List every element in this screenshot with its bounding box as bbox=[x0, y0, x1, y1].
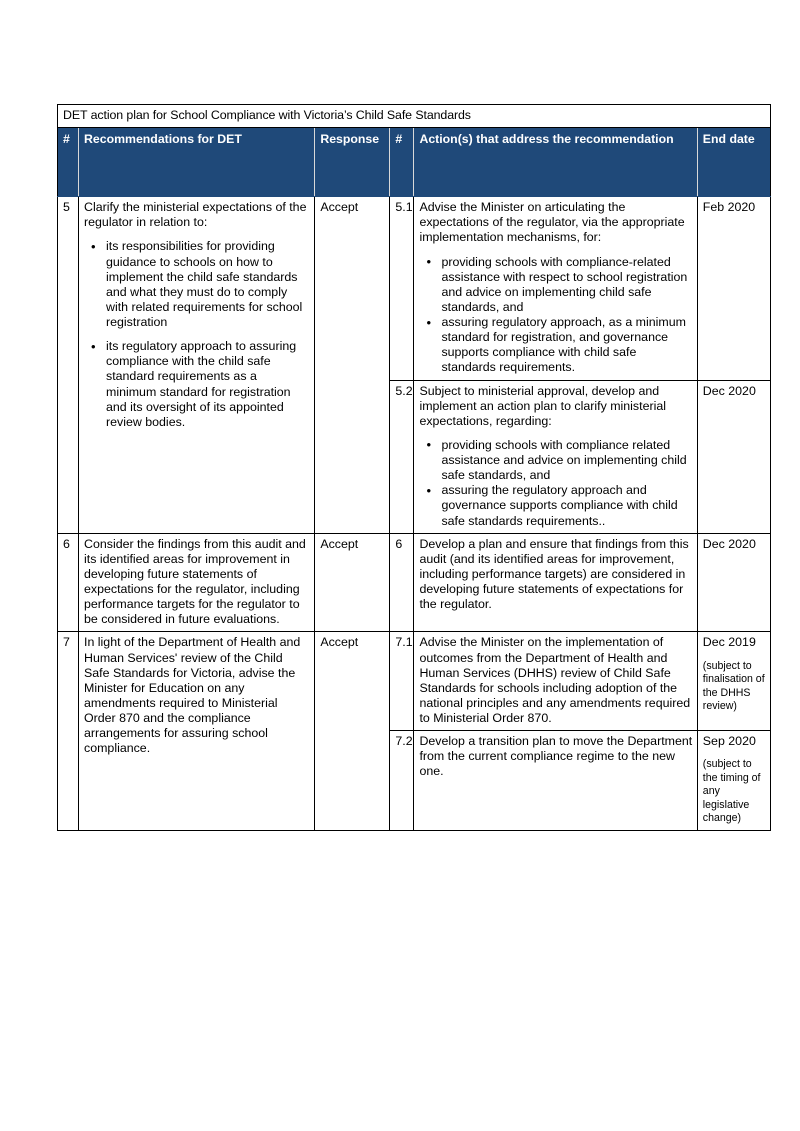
response-cell: Accept bbox=[315, 533, 390, 632]
cell-bullet-list bbox=[419, 255, 692, 376]
table-row bbox=[58, 197, 771, 380]
end-date-note: (subject to the timing of any legislative change) bbox=[702, 758, 761, 825]
cell-paragraph: Advise the Minister on the implementation of outcomes from the Department of Health and Human Services (DHHS) review of Child Safe Standards for schools including adoption of the national principles and any amendments required to Ministerial Order 870. bbox=[419, 635, 691, 725]
action-number: 7.1 bbox=[390, 632, 414, 731]
action-cell bbox=[414, 632, 697, 731]
column-header-action: Action(s) that address the recommendation bbox=[414, 128, 697, 197]
table-header-row bbox=[58, 128, 771, 197]
end-date-cell bbox=[697, 197, 770, 380]
action-number: 6 bbox=[390, 533, 414, 632]
recommendation-number: 7 bbox=[58, 632, 79, 831]
cell-paragraph: Advise the Minister on articulating the expectations of the regulator, via the appropriate implementation mechanisms, for: bbox=[419, 200, 685, 245]
cell-paragraph: Subject to ministerial approval, develop and implement an action plan to clarify ministerial expectations, regarding: bbox=[419, 383, 666, 428]
column-header-recommendation: Recommendations for DET bbox=[79, 128, 315, 197]
recommendation-cell bbox=[79, 632, 315, 831]
cell-bullet-list bbox=[419, 438, 692, 529]
bullet-item: • assuring regulatory approach, as a minimum standard for registration, and governance supports compliance with child safe standards requirements. bbox=[441, 315, 692, 376]
action-number: 5.1 bbox=[390, 197, 414, 380]
recommendation-cell bbox=[79, 197, 315, 534]
table-row bbox=[58, 533, 771, 632]
recommendation-number: 6 bbox=[58, 533, 79, 632]
action-cell bbox=[414, 533, 697, 632]
cell-paragraph: Clarify the ministerial expectations of the regulator in relation to: bbox=[84, 200, 307, 230]
end-date-cell bbox=[697, 380, 770, 533]
recommendation-number: 5 bbox=[58, 197, 79, 534]
end-date-value: Dec 2020 bbox=[702, 536, 756, 551]
table-title-row bbox=[58, 105, 771, 128]
end-date-cell bbox=[697, 533, 770, 632]
cell-paragraph: Develop a plan and ensure that findings from this audit (and its identified areas for improvement, including performance targets) are considered in developing future statements of expectations for the regulator. bbox=[419, 536, 689, 612]
cell-bullet-list bbox=[84, 239, 310, 430]
cell-paragraph: Consider the findings from this audit and its identified areas for improvement in developing future statements of expectations for the regulator, including performance targets for the regulator to be considered in future evaluations. bbox=[84, 536, 306, 627]
end-date-cell bbox=[697, 731, 770, 831]
column-header-num: # bbox=[58, 128, 79, 197]
end-date-cell bbox=[697, 632, 770, 731]
bullet-item: • its responsibilities for providing guidance to schools on how to implement the child safe standards and what they must do to comply with related requirements for school registration bbox=[106, 239, 310, 330]
action-cell bbox=[414, 380, 697, 533]
bullet-item: • providing schools with compliance related assistance and advice on implementing child safe standards, and bbox=[441, 438, 692, 483]
page-title: DET action plan for School Compliance with Victoria’s Child Safe Standards bbox=[58, 105, 771, 128]
bullet-item: • assuring the regulatory approach and governance supports compliance with child safe standards requirements.. bbox=[441, 483, 692, 528]
action-number: 5.2 bbox=[390, 380, 414, 533]
bullet-item: • its regulatory approach to assuring compliance with the child safe standard requirements as a minimum standard for registration and its oversight of its appointed review bodies. bbox=[106, 339, 310, 430]
end-date-value: Dec 2020 bbox=[702, 383, 756, 398]
response-cell: Accept bbox=[315, 632, 390, 831]
end-date-value: Sep 2020 bbox=[702, 734, 756, 749]
bullet-item: • providing schools with compliance-related assistance with respect to school registration and advice on implementing child safe standards, and bbox=[441, 255, 692, 316]
end-date-value: Dec 2019 bbox=[702, 635, 756, 650]
action-cell bbox=[414, 731, 697, 831]
action-number: 7.2 bbox=[390, 731, 414, 831]
end-date-value: Feb 2020 bbox=[702, 200, 756, 215]
end-date-note: (subject to finalisation of the DHHS review) bbox=[702, 659, 765, 713]
table-row bbox=[58, 632, 771, 731]
action-plan-table bbox=[57, 104, 771, 831]
column-header-response: Response bbox=[315, 128, 390, 197]
response-cell: Accept bbox=[315, 197, 390, 534]
column-header-action-num: # bbox=[390, 128, 414, 197]
cell-paragraph: Develop a transition plan to move the Department from the current compliance regime to the new one. bbox=[419, 734, 693, 779]
cell-paragraph: In light of the Department of Health and Human Services' review of the Child Safe Standards for Victoria, advise the Minister for Education on any amendments required to Ministerial Order 870 and the compliance arrangements for assuring school compliance. bbox=[84, 635, 301, 756]
column-header-end-date: End date bbox=[697, 128, 770, 197]
action-cell bbox=[414, 197, 697, 380]
recommendation-cell bbox=[79, 533, 315, 632]
